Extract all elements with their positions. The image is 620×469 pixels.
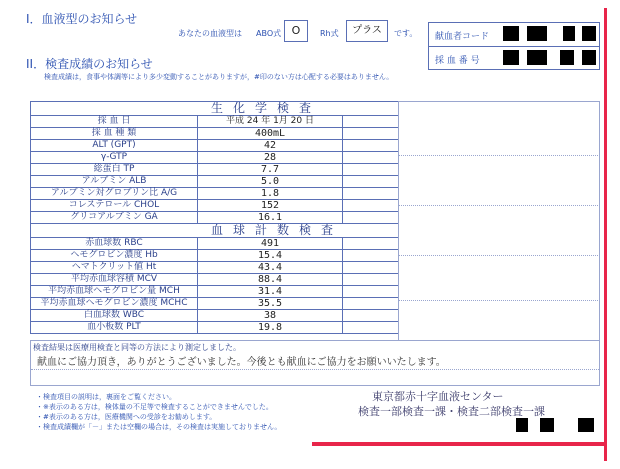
result-label: γ-GTP bbox=[31, 152, 198, 164]
red-border-right bbox=[604, 8, 607, 461]
footer-note: ・※表示のある方は，検体量の不足等で検査することができませんでした。 bbox=[36, 403, 273, 411]
abo-value-box bbox=[284, 20, 308, 42]
remarks-line bbox=[398, 300, 598, 301]
table-row bbox=[31, 262, 400, 274]
table-row bbox=[31, 164, 400, 176]
result-value: 15.4 bbox=[198, 250, 343, 262]
remarks-line bbox=[398, 205, 598, 206]
result-value: 28 bbox=[198, 152, 343, 164]
red-border-bottom bbox=[312, 442, 607, 446]
comment-message: 献血にご協力頂き，ありがとうございました。今後とも献血にご協力をお願いいたします。 bbox=[37, 357, 446, 368]
center-phone-redacted-2 bbox=[540, 418, 554, 432]
result-value: 35.5 bbox=[198, 298, 343, 310]
center-phone-redacted-3 bbox=[578, 418, 594, 432]
result-label: 赤血球数 RBC bbox=[31, 238, 198, 250]
donor-code-redacted-3 bbox=[563, 26, 575, 41]
desu-label: です。 bbox=[394, 29, 418, 38]
blank-cell bbox=[343, 176, 400, 188]
blank-cell bbox=[343, 212, 400, 224]
table-row bbox=[31, 250, 400, 262]
blank-cell bbox=[343, 262, 400, 274]
footer-note: ・検査成績欄が「－」または空欄の場合は，その検査は実施しておりません。 bbox=[36, 423, 282, 431]
donation-number-redacted-1 bbox=[503, 50, 519, 65]
result-label: ヘモグロビン濃度 Hb bbox=[31, 250, 198, 262]
footer-note: ・#表示のある方は，医療機関への受診をお勧めします。 bbox=[36, 413, 217, 421]
table-row bbox=[31, 298, 400, 310]
comment-box bbox=[30, 340, 600, 386]
result-value: 16.1 bbox=[198, 212, 343, 224]
donor-code-redacted-2 bbox=[527, 26, 547, 41]
blank-cell bbox=[343, 116, 400, 128]
results-table bbox=[30, 101, 400, 334]
result-label: 血小板数 PLT bbox=[31, 322, 198, 334]
blank-cell bbox=[343, 238, 400, 250]
center-dept: 検査一部検査一課・検査二部検査一課 bbox=[358, 405, 545, 418]
table-row bbox=[31, 274, 400, 286]
blank-cell bbox=[343, 140, 400, 152]
blank-cell bbox=[343, 298, 400, 310]
table-row bbox=[31, 212, 400, 224]
result-label: ヘマトクリット値 Ht bbox=[31, 262, 198, 274]
blank-cell bbox=[343, 286, 400, 298]
donor-info-divider bbox=[429, 46, 599, 47]
result-value: 19.8 bbox=[198, 322, 343, 334]
date-row bbox=[31, 116, 400, 128]
result-label: 平均赤血球容積 MCV bbox=[31, 274, 198, 286]
result-value: 152 bbox=[198, 200, 343, 212]
remarks-line bbox=[398, 255, 598, 256]
abo-value: O bbox=[291, 24, 301, 37]
section2-title: II．検査成績のお知らせ bbox=[26, 57, 153, 71]
result-label: グリコアルブミン GA bbox=[31, 212, 198, 224]
result-value: 400mL bbox=[198, 128, 343, 140]
blank-cell bbox=[343, 200, 400, 212]
table-row bbox=[31, 322, 400, 334]
blank-cell bbox=[343, 188, 400, 200]
result-value: 88.4 bbox=[198, 274, 343, 286]
center-name: 東京都赤十字血液センター bbox=[372, 390, 504, 403]
result-label: コレステロール CHOL bbox=[31, 200, 198, 212]
donation-number-redacted-3 bbox=[560, 50, 574, 65]
result-label: アルブミン ALB bbox=[31, 176, 198, 188]
center-phone-redacted-1 bbox=[516, 418, 528, 432]
result-value: 491 bbox=[198, 238, 343, 250]
blank-cell bbox=[343, 164, 400, 176]
donation-number-redacted-4 bbox=[582, 50, 596, 65]
blank-cell bbox=[343, 152, 400, 164]
cbc-heading: 血球計数検査 bbox=[31, 224, 400, 238]
blank-cell bbox=[343, 128, 400, 140]
blank-cell bbox=[343, 310, 400, 322]
result-value: 1.8 bbox=[198, 188, 343, 200]
table-row bbox=[31, 310, 400, 322]
blank-cell bbox=[343, 274, 400, 286]
result-label: アルブミン対グロブリン比 A/G bbox=[31, 188, 198, 200]
donor-code-redacted-1 bbox=[503, 26, 519, 41]
footer-note: ・検査項目の説明は，裏面をご覧ください。 bbox=[36, 393, 176, 401]
donor-code-label: 献血者コード bbox=[435, 32, 490, 42]
result-value: 31.4 bbox=[198, 286, 343, 298]
result-value: 38 bbox=[198, 310, 343, 322]
donation-number-label: 採 血 番 号 bbox=[435, 56, 480, 66]
result-label: ALT (GPT) bbox=[31, 140, 198, 152]
table-row bbox=[31, 188, 400, 200]
comment-line bbox=[31, 369, 599, 370]
section1-title: I．血液型のお知らせ bbox=[26, 12, 138, 26]
table-row bbox=[31, 286, 400, 298]
blood-type-label: あなたの血液型は bbox=[178, 29, 242, 38]
rh-value-box bbox=[346, 20, 388, 42]
table-row bbox=[31, 128, 400, 140]
table-row bbox=[31, 152, 400, 164]
abo-label: ABO式 bbox=[256, 29, 282, 38]
table-row bbox=[31, 238, 400, 250]
result-label: 平均赤血球ヘモグロビン濃度 MCHC bbox=[31, 298, 198, 310]
remarks-area bbox=[398, 101, 600, 341]
result-label: 採 血 種 類 bbox=[31, 128, 198, 140]
result-value: 7.7 bbox=[198, 164, 343, 176]
rh-label: Rh式 bbox=[320, 29, 339, 38]
comment-header-note: 検査結果は医療用検査と同等の方法により測定しました。 bbox=[33, 343, 241, 352]
section2-note: 検査成績は，食事や体調等により多少変動することがありますが，#印のない方は心配する必要はありません。 bbox=[44, 73, 394, 81]
result-value: 42 bbox=[198, 140, 343, 152]
rh-value: プラス bbox=[352, 25, 382, 36]
date-value: 平成 24 年 1月 20 日 bbox=[198, 116, 343, 128]
date-label: 採 血 日 bbox=[31, 116, 198, 128]
biochem-heading: 生化学検査 bbox=[31, 102, 400, 116]
result-label: 総蛋白 TP bbox=[31, 164, 198, 176]
table-row bbox=[31, 140, 400, 152]
blank-cell bbox=[343, 322, 400, 334]
remarks-line bbox=[398, 155, 598, 156]
table-row bbox=[31, 176, 400, 188]
result-label: 白血球数 WBC bbox=[31, 310, 198, 322]
blank-cell bbox=[343, 250, 400, 262]
result-label: 平均赤血球ヘモグロビン量 MCH bbox=[31, 286, 198, 298]
result-value: 43.4 bbox=[198, 262, 343, 274]
donation-number-redacted-2 bbox=[527, 50, 547, 65]
donor-code-redacted-4 bbox=[582, 26, 596, 41]
result-value: 5.0 bbox=[198, 176, 343, 188]
table-row bbox=[31, 200, 400, 212]
